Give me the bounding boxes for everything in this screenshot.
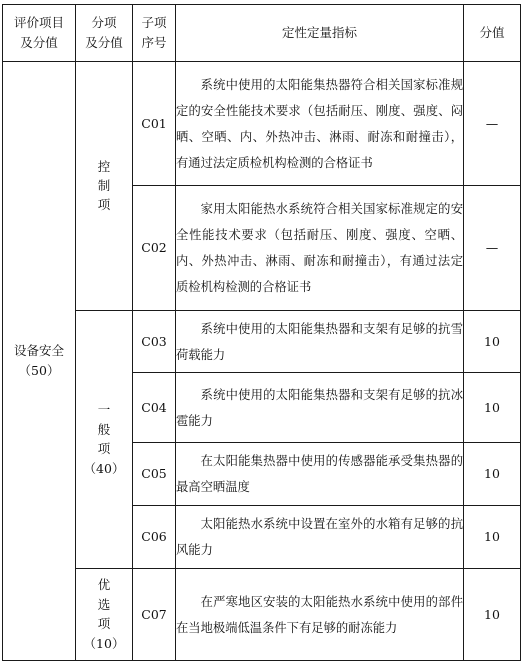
row-indicator [176,506,464,569]
category-cell [3,62,76,661]
header-sub-item-number [133,5,176,62]
row-score: 10 [464,506,521,569]
header-row [3,5,521,62]
evaluation-table [2,4,521,661]
header-sub-item-line2: 及分值 [85,35,123,50]
header-number-line1: 子项 [141,15,167,30]
header-indicator [176,5,464,62]
group-general-cell [76,311,133,569]
table-row [3,62,521,186]
row-score: — [464,186,521,311]
row-indicator [176,62,464,186]
row-indicator-text: 在严寒地区安装的太阳能热水系统中使用的部件在当地极端低温条件下有足够的耐冻能力 [176,594,463,635]
row-code: C02 [133,186,176,311]
category-score: （50） [18,363,60,378]
row-score: 10 [464,569,521,661]
row-code: C03 [133,311,176,373]
group-control-cell [76,62,133,311]
row-indicator [176,443,464,506]
header-evaluation-item [3,5,76,62]
header-evaluation-item-line2: 及分值 [20,35,58,50]
row-indicator-text: 系统中使用的太阳能集热器符合相关国家标准规定的安全性能技术要求（包括耐压、刚度、强度、闷晒、空晒、内、外热冲击、淋雨、耐冻和耐撞击），有通过法定质检机构检测的合格证书 [176,77,463,170]
row-code: C05 [133,443,176,506]
group-optional-label: 优 选 项 （10） [83,577,125,651]
table-row [3,311,521,373]
row-indicator [176,569,464,661]
category-name: 设备安全 [13,343,64,358]
row-indicator-text: 太阳能热水系统中设置在室外的水箱有足够的抗风能力 [176,517,463,557]
header-score [464,5,521,62]
header-sub-item-line1: 分项 [91,15,117,30]
row-score: 10 [464,373,521,443]
row-indicator-text: 家用太阳能热水系统符合相关国家标准规定的安全性能技术要求（包括耐压、刚度、强度、空晒、内、外热冲击、淋雨、耐冻和耐撞击），有通过法定质检机构检测的合格证书 [176,202,463,294]
row-indicator-text: 在太阳能集热器中使用的传感器能承受集热器的最高空晒温度 [176,454,463,494]
group-optional-cell [76,569,133,661]
row-score: — [464,62,521,186]
row-code: C07 [133,569,176,661]
row-score: 10 [464,443,521,506]
group-control-label: 控 制 项 [97,158,111,213]
row-indicator-text: 系统中使用的太阳能集热器和支架有足够的抗冰雹能力 [176,387,463,428]
header-sub-item [76,5,133,62]
row-code: C04 [133,373,176,443]
table-row [3,569,521,661]
row-code: C01 [133,62,176,186]
row-indicator [176,311,464,373]
header-evaluation-item-line1: 评价项目 [13,15,64,30]
header-score-label: 分值 [479,25,505,40]
header-indicator-label: 定性定量指标 [281,25,357,40]
row-code: C06 [133,506,176,569]
group-general-label: 一 般 项 （40） [83,402,125,476]
row-indicator [176,373,464,443]
header-number-line2: 序号 [141,35,167,50]
row-score: 10 [464,311,521,373]
row-indicator-text: 系统中使用的太阳能集热器和支架有足够的抗雪荷载能力 [176,321,463,362]
row-indicator [176,186,464,311]
